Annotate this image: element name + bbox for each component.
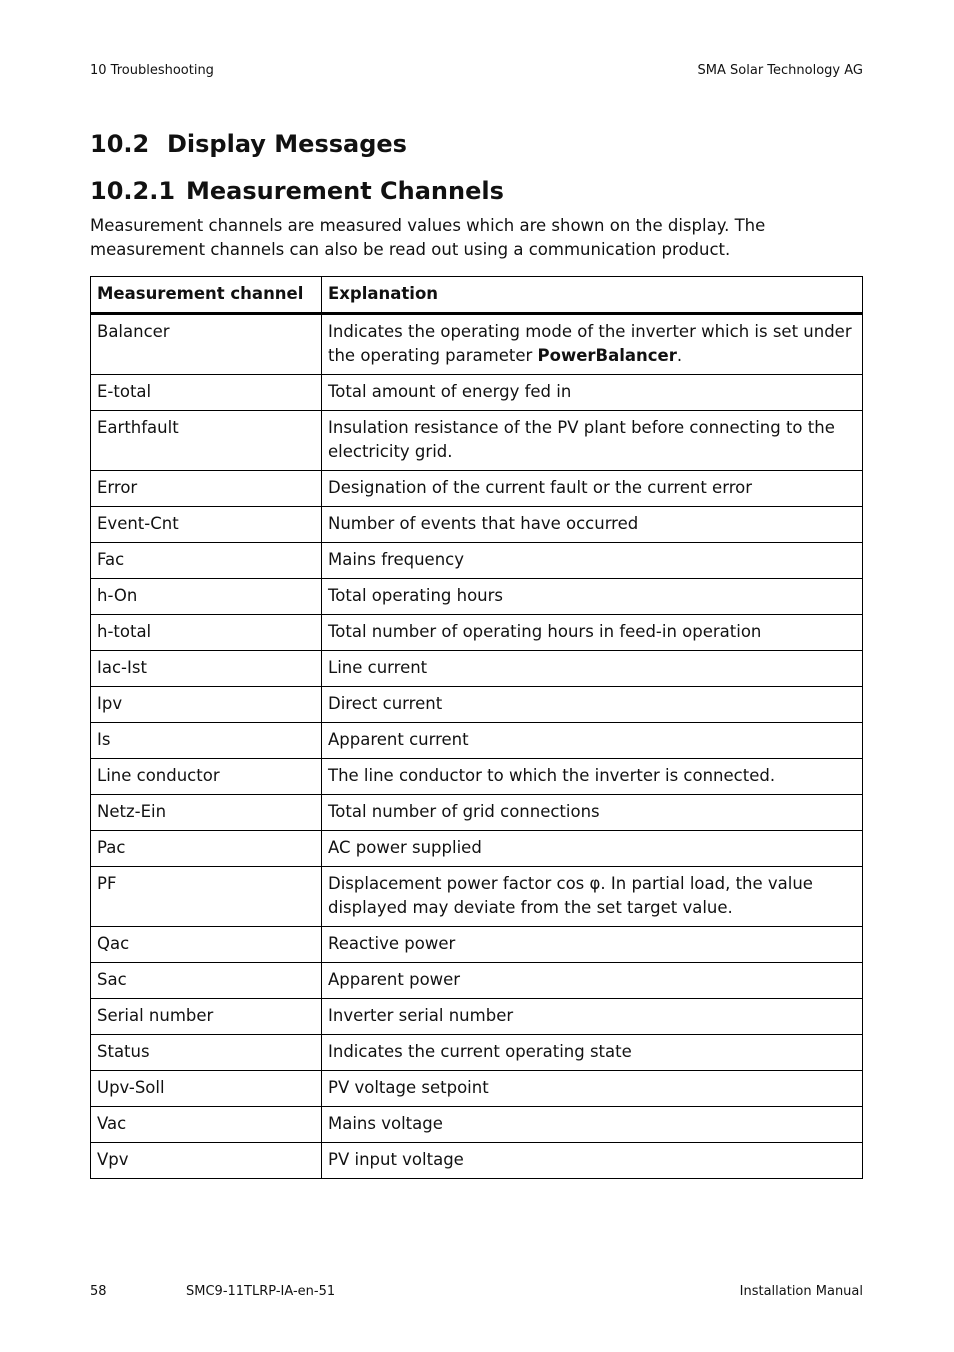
explanation-text: Indicates the operating mode of the inverter which is set under the operating parameter [328,322,852,365]
table-row [91,471,863,507]
channel-cell: Netz-Ein [91,795,322,831]
channel-cell: Sac [91,963,322,999]
table-row [91,759,863,795]
section-heading [90,130,407,158]
channel-cell: Status [91,1035,322,1071]
channel-cell: Ipv [91,687,322,723]
parameter-name: PowerBalancer [537,346,677,365]
column-header-explanation: Explanation [322,277,863,314]
channel-cell: Pac [91,831,322,867]
explanation-cell: Number of events that have occurred [322,507,863,543]
table-row [91,723,863,759]
section-number: 10.2 [90,130,150,158]
channel-cell: h-On [91,579,322,615]
subsection-title: Measurement Channels [186,177,504,205]
channel-cell: Event-Cnt [91,507,322,543]
channel-cell: Line conductor [91,759,322,795]
explanation-cell: AC power supplied [322,831,863,867]
explanation-cell: Total number of operating hours in feed-in operation [322,615,863,651]
table-row [91,507,863,543]
explanation-cell: Total operating hours [322,579,863,615]
explanation-cell: The line conductor to which the inverter is connected. [322,759,863,795]
explanation-cell: Direct current [322,687,863,723]
table-row [91,615,863,651]
channel-cell: Is [91,723,322,759]
channel-cell: E-total [91,375,322,411]
explanation-cell: Mains voltage [322,1107,863,1143]
explanation-cell [322,314,863,375]
channel-cell: Error [91,471,322,507]
table-row [91,867,863,927]
intro-paragraph: Measurement channels are measured values which are shown on the display. The measurement channels can also be read out using a communication product. [90,216,766,259]
running-header-company: SMA Solar Technology AG [697,63,863,78]
channel-cell: h-total [91,615,322,651]
explanation-cell: Designation of the current fault or the current error [322,471,863,507]
table-row [91,579,863,615]
table-row [91,651,863,687]
table-row [91,831,863,867]
page-number: 58 [90,1284,107,1299]
table-row [91,963,863,999]
table-header-row [91,277,863,314]
explanation-cell: Inverter serial number [322,999,863,1035]
channel-cell: Qac [91,927,322,963]
channel-cell: Serial number [91,999,322,1035]
channel-cell: Vpv [91,1143,322,1179]
measurement-channels-table [90,276,863,1179]
explanation-text-end: . [676,346,683,365]
table-row [91,375,863,411]
subsection-heading [90,177,504,205]
channel-cell: Balancer [91,314,322,375]
table-row [91,927,863,963]
explanation-cell: Total number of grid connections [322,795,863,831]
table-row [91,1035,863,1071]
channel-cell: Vac [91,1107,322,1143]
explanation-cell: Total amount of energy fed in [322,375,863,411]
channel-cell: Earthfault [91,411,322,471]
table-row [91,687,863,723]
table-row [91,543,863,579]
explanation-cell: Apparent current [322,723,863,759]
table-row [91,411,863,471]
explanation-cell: Insulation resistance of the PV plant before connecting to the electricity grid. [322,411,863,471]
running-header-chapter: 10 Troubleshooting [90,63,214,78]
section-title: Display Messages [167,130,407,158]
table-row [91,314,863,375]
explanation-cell: Apparent power [322,963,863,999]
document-type: Installation Manual [739,1284,863,1299]
channel-cell: Upv-Soll [91,1071,322,1107]
explanation-cell: Indicates the current operating state [322,1035,863,1071]
subsection-number: 10.2.1 [90,177,176,205]
table-row [91,1071,863,1107]
table-body [91,314,863,1179]
table-row [91,795,863,831]
explanation-cell: PV input voltage [322,1143,863,1179]
table-row [91,1107,863,1143]
document-id: SMC9-11TLRP-IA-en-51 [186,1284,336,1299]
explanation-cell: Mains frequency [322,543,863,579]
explanation-cell: Reactive power [322,927,863,963]
explanation-cell: Displacement power factor cos φ. In partial load, the value displayed may deviate from the set target value. [322,867,863,927]
column-header-channel: Measurement channel [91,277,322,314]
explanation-cell: PV voltage setpoint [322,1071,863,1107]
explanation-cell: Line current [322,651,863,687]
channel-cell: Iac-Ist [91,651,322,687]
table-row [91,999,863,1035]
table-row [91,1143,863,1179]
channel-cell: PF [91,867,322,927]
channel-cell: Fac [91,543,322,579]
